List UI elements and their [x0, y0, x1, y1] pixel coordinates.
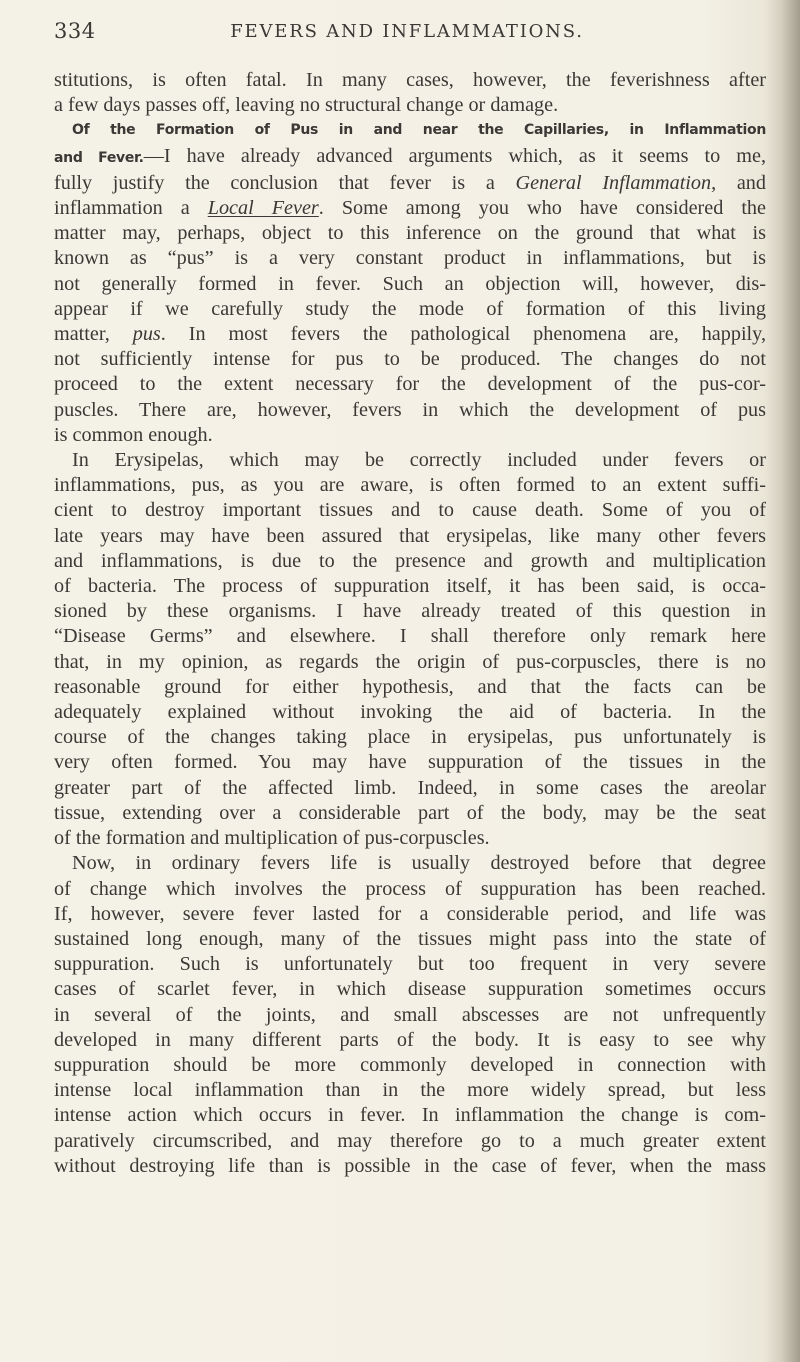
text-fragment: inflammation a — [54, 197, 208, 220]
text-line: without destroying life than is possible in the case of fever, when the mass — [54, 1154, 766, 1177]
italic-underlined-term: Local Fever — [207, 197, 319, 220]
running-title: FEVERS AND INFLAMMATIONS. — [230, 21, 584, 42]
text-line: of bacteria. The process of suppuration itself, it has been said, is occa- — [54, 575, 766, 598]
text-line — [54, 196, 766, 221]
text-fragment: fully justify the conclusion that fever is a — [54, 171, 516, 194]
text-line: in several of the joints, and small abscesses are not unfrequently — [54, 1003, 766, 1026]
text-line: late years may have been assured that erysipelas, like many other fevers — [54, 524, 766, 547]
section-heading-text: Of the Formation of Pus in and near the Capillaries, in Inflammation — [72, 122, 766, 139]
text-line: inflammations, pus, as you are aware, is often formed to an extent suffi- — [54, 474, 766, 497]
text-fragment: . In most fevers the pathological phenomena are, happily, — [160, 323, 766, 346]
text-line: not generally formed in fever. Such an objection will, however, dis- — [54, 272, 766, 295]
text-fragment: , and — [711, 171, 766, 194]
text-line: “Disease Germs” and elsewhere. I shall therefore only remark here — [54, 625, 766, 648]
text-line: not sufficiently intense for pus to be produced. The changes do not — [54, 348, 766, 371]
text-line: developed in many different parts of the body. It is easy to see why — [54, 1028, 766, 1051]
text-line: tissue, extending over a considerable part of the body, may be the seat — [54, 801, 766, 824]
text-line: suppuration. Such is unfortunately but too frequent in very severe — [54, 953, 766, 976]
section-heading — [54, 118, 766, 143]
text-fragment: —I have already advanced arguments which, as it seems to me, — [143, 144, 766, 167]
text-line: of change which involves the process of suppuration has been reached. — [54, 877, 766, 900]
italic-term: General Inflammation — [515, 171, 712, 194]
text-line: puscles. There are, however, fevers in which the development of pus — [54, 398, 766, 421]
text-line: that, in my opinion, as regards the origin of pus-corpuscles, there is no — [54, 650, 766, 673]
text-line: reasonable ground for either hypothesis, and that the facts can be — [54, 675, 766, 698]
text-line — [54, 322, 766, 347]
text-line: course of the changes taking place in erysipelas, pus unfortunately is — [54, 726, 766, 749]
page-header — [54, 19, 760, 51]
text-line: paratively circumscribed, and may therefore go to a much greater extent — [54, 1129, 766, 1152]
text-line: appear if we carefully study the mode of formation of this living — [54, 297, 766, 320]
text-line: known as “pus” is a very constant product in inflammations, but is — [54, 247, 766, 270]
text-line: If, however, severe fever lasted for a considerable period, and life was — [54, 902, 766, 925]
text-line: of the formation and multiplication of pus-corpuscles. — [54, 827, 490, 850]
text-fragment: matter, — [54, 323, 133, 346]
text-line: is common enough. — [54, 423, 213, 446]
body-text — [54, 68, 766, 1179]
italic-term: pus — [132, 323, 161, 346]
section-heading-continuation: and Fever. — [54, 149, 144, 166]
text-line: and inflammations, is due to the presence and growth and multiplication — [54, 549, 766, 572]
page-number: 334 — [54, 19, 96, 43]
text-line: adequately explained without invoking the aid of bacteria. In the — [54, 701, 766, 724]
text-line: sustained long enough, many of the tissues might pass into the state of — [54, 927, 766, 950]
text-line: intense action which occurs in fever. In inflammation the change is com- — [54, 1104, 766, 1127]
text-line: In Erysipelas, which may be correctly included under fevers or — [72, 449, 766, 472]
text-line: proceed to the extent necessary for the development of the pus-cor- — [54, 373, 766, 396]
text-line: cient to destroy important tissues and to cause death. Some of you of — [54, 499, 766, 522]
text-line: greater part of the affected limb. Indeed, in some cases the areolar — [54, 776, 766, 799]
text-line: cases of scarlet fever, in which disease suppuration sometimes occurs — [54, 978, 766, 1001]
page-edge-shadow — [766, 0, 800, 1362]
text-line: suppuration should be more commonly developed in connection with — [54, 1053, 766, 1076]
text-line: stitutions, is often fatal. In many cases, however, the feverishness after — [54, 69, 766, 91]
text-line: sioned by these organisms. I have already treated of this question in — [54, 600, 766, 623]
text-line: very often formed. You may have suppuration of the tissues in the — [54, 751, 766, 774]
text-line — [54, 171, 766, 196]
text-line: intense local inflammation than in the more widely spread, but less — [54, 1079, 766, 1102]
text-line — [54, 144, 766, 171]
text-line: Now, in ordinary fevers life is usually destroyed before that degree — [72, 852, 766, 875]
text-line: matter may, perhaps, object to this inference on the ground that what is — [54, 222, 766, 245]
text-line: a few days passes off, leaving no structural change or damage. — [54, 94, 559, 117]
text-fragment: . Some among you who have considered the — [318, 197, 766, 220]
